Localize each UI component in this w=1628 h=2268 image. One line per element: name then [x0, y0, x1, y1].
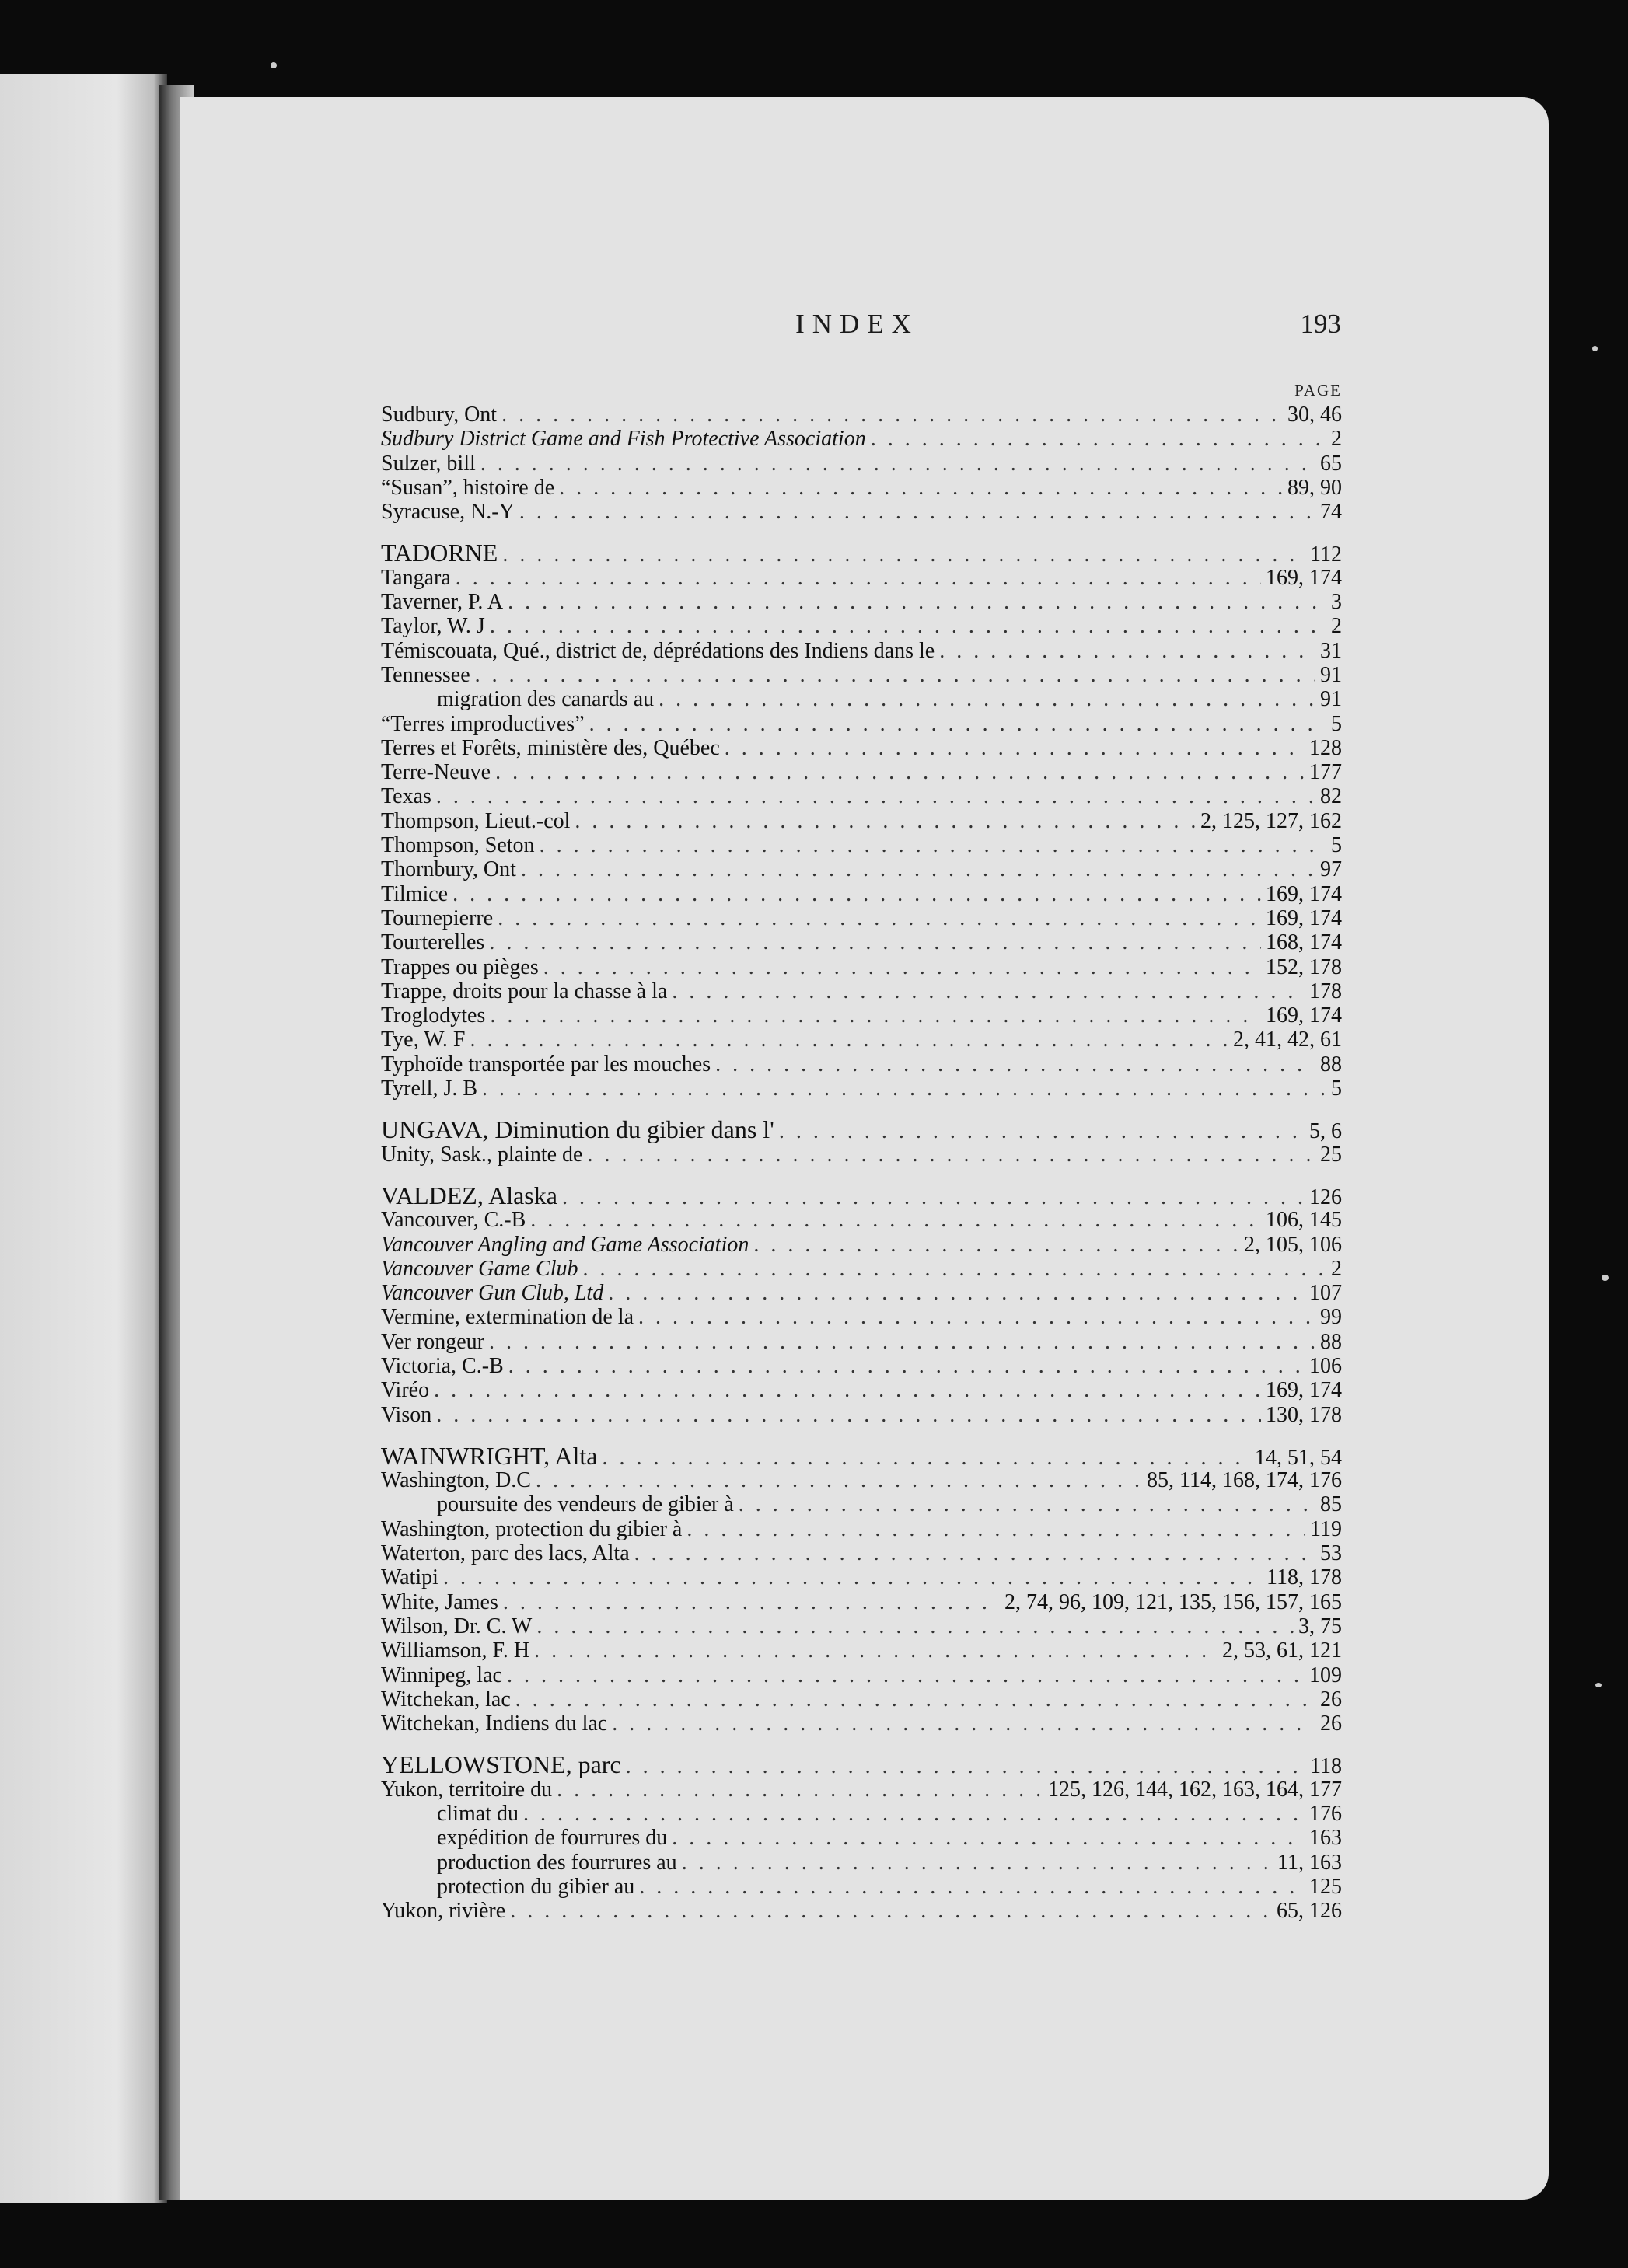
entry-pages: 2, 125, 127, 162 — [1200, 808, 1342, 833]
dot-leader — [434, 1378, 1261, 1402]
index-entry — [381, 1750, 1342, 1779]
index-entry — [381, 476, 1342, 500]
entry-name: Witchekan, Indiens du lac — [381, 1711, 608, 1736]
dot-leader — [779, 1119, 1305, 1143]
entry-name: migration des canards au — [437, 687, 655, 712]
entry-pages: 88 — [1320, 1052, 1342, 1076]
entry-name: Tilmice — [381, 881, 449, 906]
entry-pages: 5 — [1331, 1076, 1342, 1101]
entry-name: Sudbury, Ont — [381, 403, 498, 427]
index-list — [381, 403, 1342, 1924]
index-entry — [381, 639, 1342, 663]
entry-pages: 2 — [1331, 427, 1342, 452]
entry-name: TADORNE — [381, 539, 498, 567]
entry-pages: 168, 174 — [1266, 930, 1342, 955]
dot-leader — [589, 712, 1326, 736]
entry-pages: 2, 41, 42, 61 — [1233, 1028, 1342, 1052]
entry-pages: 53 — [1320, 1541, 1342, 1566]
index-entry — [381, 1052, 1342, 1076]
entry-pages: 26 — [1320, 1687, 1342, 1711]
dot-leader — [557, 1778, 1043, 1802]
index-entry — [381, 1181, 1342, 1209]
entry-pages: 177 — [1309, 760, 1342, 785]
entry-pages: 11, 163 — [1277, 1850, 1342, 1875]
section-gap — [381, 524, 1342, 541]
entry-pages: 91 — [1320, 687, 1342, 712]
entry-pages: 169, 174 — [1266, 1378, 1342, 1403]
dot-leader — [534, 1638, 1218, 1663]
entry-pages: 106 — [1309, 1353, 1342, 1378]
entry-name: Wilson, Dr. C. W — [381, 1614, 533, 1638]
entry-name: Witchekan, lac — [381, 1687, 511, 1711]
index-entry — [381, 1354, 1342, 1378]
entry-name: Sudbury District Game and Fish Protective Association — [381, 427, 866, 452]
dot-leader — [540, 833, 1326, 857]
dot-leader — [536, 1468, 1142, 1492]
dot-leader — [503, 1590, 1000, 1614]
page-number: 193 — [1300, 309, 1341, 339]
entry-name: Troglodytes — [381, 1003, 486, 1028]
index-entry — [381, 1143, 1342, 1167]
index-entry — [381, 541, 1342, 565]
entry-pages: 2, 53, 61, 121 — [1222, 1638, 1342, 1663]
header-title: INDEX — [795, 309, 919, 339]
index-entry — [381, 1115, 1342, 1144]
entry-name: Thompson, Seton — [381, 833, 535, 858]
entry-pages: 169, 174 — [1266, 881, 1342, 906]
index-entry — [381, 1441, 1342, 1470]
scan-speck — [1602, 1275, 1609, 1281]
entry-name: Victoria, C.-B — [381, 1353, 504, 1378]
entry-pages: 118 — [1310, 1754, 1342, 1779]
index-entry — [381, 1330, 1342, 1354]
index-entry — [381, 566, 1342, 590]
dot-leader — [508, 590, 1326, 614]
dot-leader — [608, 1281, 1305, 1305]
entry-pages: 2, 105, 106 — [1244, 1232, 1342, 1257]
index-entry — [381, 403, 1342, 427]
entry-name: Vancouver Angling and Game Association — [381, 1232, 749, 1257]
entry-pages: 106, 145 — [1266, 1208, 1342, 1233]
index-entry — [381, 1778, 1342, 1802]
dot-leader — [523, 1802, 1305, 1826]
entry-name: Syracuse, N.-Y — [381, 500, 515, 525]
entry-name: climat du — [437, 1802, 519, 1827]
index-subentry — [381, 1492, 1342, 1516]
entry-pages: 125, 126, 144, 162, 163, 164, 177 — [1048, 1777, 1342, 1802]
dot-leader — [871, 427, 1326, 451]
entry-name: Vancouver Game Club — [381, 1256, 578, 1281]
dot-leader — [639, 1875, 1305, 1899]
entry-name: Yukon, rivière — [381, 1899, 506, 1924]
index-entry — [381, 1638, 1342, 1663]
entry-name: Unity, Sask., plainte de — [381, 1142, 583, 1167]
entry-pages: 74 — [1320, 500, 1342, 525]
dot-leader — [456, 566, 1261, 590]
entry-name: protection du gibier au — [437, 1874, 635, 1899]
running-header — [373, 309, 1341, 347]
index-entry — [381, 1378, 1342, 1402]
dot-leader — [559, 476, 1283, 500]
entry-pages: 2, 74, 96, 109, 121, 135, 156, 157, 165 — [1004, 1589, 1342, 1614]
dot-leader — [939, 639, 1315, 663]
entry-pages: 5 — [1331, 833, 1342, 858]
entry-name: Vermine, extermination de la — [381, 1305, 634, 1330]
index-entry — [381, 882, 1342, 906]
entry-name: Tourterelles — [381, 930, 485, 955]
dot-leader — [475, 663, 1315, 687]
entry-name: Washington, protection du gibier à — [381, 1516, 683, 1541]
index-entry — [381, 1257, 1342, 1281]
dot-leader — [470, 1028, 1229, 1052]
index-entry — [381, 1614, 1342, 1638]
entry-pages: 82 — [1320, 784, 1342, 809]
entry-pages: 2 — [1331, 1256, 1342, 1281]
entry-name: VALDEZ, Alaska — [381, 1181, 557, 1209]
dot-leader — [495, 760, 1305, 784]
entry-pages: 30, 46 — [1287, 403, 1342, 427]
index-entry — [381, 1305, 1342, 1329]
entry-name: Winnipeg, lac — [381, 1663, 502, 1687]
dot-leader — [583, 1257, 1326, 1281]
entry-name: Waterton, parc des lacs, Alta — [381, 1541, 630, 1566]
index-subentry — [381, 1802, 1342, 1826]
dot-leader — [443, 1565, 1262, 1589]
entry-name: Vancouver, C.-B — [381, 1208, 526, 1233]
index-entry — [381, 663, 1342, 687]
dot-leader — [436, 1403, 1261, 1427]
dot-leader — [612, 1711, 1315, 1736]
entry-name: Taverner, P. A — [381, 590, 504, 615]
index-entry — [381, 809, 1342, 833]
dot-leader — [634, 1541, 1315, 1565]
dot-leader — [489, 930, 1261, 954]
dot-leader — [502, 543, 1305, 567]
entry-pages: 130, 178 — [1266, 1402, 1342, 1427]
scan-speck — [1595, 1683, 1602, 1687]
index-entry — [381, 712, 1342, 736]
dot-leader — [682, 1851, 1273, 1875]
index-entry — [381, 955, 1342, 979]
scan-speck — [1592, 346, 1598, 351]
dot-leader — [686, 1517, 1305, 1541]
dot-leader — [626, 1754, 1305, 1778]
dot-leader — [510, 1899, 1272, 1923]
dot-leader — [452, 882, 1261, 906]
index-entry — [381, 1590, 1342, 1614]
dot-leader — [490, 1003, 1261, 1028]
entry-name: WAINWRIGHT, Alta — [381, 1441, 598, 1470]
entry-name: White, James — [381, 1589, 498, 1614]
dot-leader — [508, 1354, 1305, 1378]
entry-pages: 88 — [1320, 1329, 1342, 1354]
entry-pages: 126 — [1309, 1185, 1342, 1209]
entry-pages: 169, 174 — [1266, 565, 1342, 590]
entry-pages: 178 — [1309, 979, 1342, 1003]
index-entry — [381, 906, 1342, 930]
entry-name: Trappe, droits pour la chasse à la — [381, 979, 668, 1003]
index-subentry — [381, 1875, 1342, 1899]
entry-pages: 85, 114, 168, 174, 176 — [1147, 1468, 1342, 1493]
entry-name: UNGAVA, Diminution du gibier dans l' — [381, 1115, 774, 1144]
entry-name: Yukon, territoire du — [381, 1777, 553, 1802]
dot-leader — [543, 955, 1261, 979]
dot-leader — [521, 857, 1315, 881]
dot-leader — [672, 1826, 1305, 1850]
index-entry — [381, 1281, 1342, 1305]
entry-pages: 99 — [1320, 1305, 1342, 1330]
dot-leader — [482, 1076, 1326, 1101]
dot-leader — [536, 1614, 1294, 1638]
index-entry — [381, 1899, 1342, 1923]
dot-leader — [715, 1052, 1315, 1076]
dot-leader — [575, 809, 1196, 833]
index-entry — [381, 1711, 1342, 1736]
page-column-label: PAGE — [1294, 381, 1342, 400]
entry-name: Sulzer, bill — [381, 451, 476, 476]
dot-leader — [515, 1687, 1315, 1711]
entry-pages: 112 — [1310, 543, 1342, 567]
entry-pages: 31 — [1320, 638, 1342, 663]
entry-pages: 25 — [1320, 1142, 1342, 1167]
entry-name: Typhoïde transportée par les mouches — [381, 1052, 711, 1076]
entry-pages: 169, 174 — [1266, 905, 1342, 930]
entry-name: expédition de fourrures du — [437, 1826, 668, 1851]
entry-name: Trappes ou pièges — [381, 954, 539, 979]
dot-leader — [490, 614, 1326, 638]
dot-leader — [436, 784, 1315, 808]
entry-name: Vancouver Gun Club, Ltd — [381, 1281, 604, 1306]
entry-name: YELLOWSTONE, parc — [381, 1750, 621, 1779]
dot-leader — [672, 979, 1305, 1003]
index-entry — [381, 1233, 1342, 1257]
entry-pages: 118, 178 — [1266, 1565, 1342, 1590]
entry-pages: 176 — [1309, 1802, 1342, 1827]
scan-speck — [271, 62, 277, 68]
entry-name: Thompson, Lieut.-col — [381, 808, 571, 833]
entry-pages: 169, 174 — [1266, 1003, 1342, 1028]
entry-pages: 119 — [1310, 1516, 1342, 1541]
entry-name: Tournepierre — [381, 905, 494, 930]
entry-pages: 125 — [1309, 1874, 1342, 1899]
dot-leader — [519, 500, 1315, 524]
entry-pages: 65 — [1320, 451, 1342, 476]
index-subentry — [381, 1826, 1342, 1850]
index-entry — [381, 590, 1342, 614]
index-entry — [381, 1003, 1342, 1028]
entry-name: “Terres improductives” — [381, 711, 585, 736]
index-entry — [381, 427, 1342, 451]
entry-name: production des fourrures au — [437, 1850, 677, 1875]
entry-name: “Susan”, histoire de — [381, 475, 555, 500]
index-entry — [381, 1076, 1342, 1101]
entry-pages: 3, 75 — [1298, 1614, 1342, 1638]
dot-leader — [562, 1185, 1305, 1209]
index-entry — [381, 1663, 1342, 1687]
entry-name: Vison — [381, 1402, 432, 1427]
entry-pages: 65, 126 — [1277, 1899, 1342, 1924]
entry-name: Témiscouata, Qué., district de, déprédations des Indiens dans le — [381, 638, 935, 663]
entry-name: Ver rongeur — [381, 1329, 484, 1354]
entry-name: Williamson, F. H — [381, 1638, 530, 1663]
index-subentry — [381, 1851, 1342, 1875]
dot-leader — [602, 1446, 1250, 1470]
entry-name: Tennessee — [381, 662, 470, 687]
entry-name: Washington, D.C — [381, 1468, 531, 1493]
index-entry — [381, 1517, 1342, 1541]
dot-leader — [725, 736, 1305, 760]
dot-leader — [753, 1233, 1239, 1257]
entry-pages: 14, 51, 54 — [1255, 1445, 1342, 1470]
entry-pages: 5, 6 — [1309, 1119, 1342, 1144]
entry-pages: 107 — [1309, 1281, 1342, 1306]
entry-pages: 85 — [1320, 1492, 1342, 1517]
dot-leader — [587, 1143, 1315, 1167]
index-entry — [381, 833, 1342, 857]
dot-leader — [480, 452, 1315, 476]
dot-leader — [659, 687, 1315, 711]
entry-pages: 26 — [1320, 1711, 1342, 1736]
dot-leader — [498, 906, 1261, 930]
entry-pages: 128 — [1309, 735, 1342, 760]
entry-name: Tangara — [381, 565, 451, 590]
entry-name: Taylor, W. J — [381, 614, 485, 639]
index-entry — [381, 500, 1342, 524]
entry-pages: 89, 90 — [1287, 475, 1342, 500]
index-entry — [381, 979, 1342, 1003]
index-entry — [381, 736, 1342, 760]
index-entry — [381, 930, 1342, 954]
entry-pages: 91 — [1320, 662, 1342, 687]
index-entry — [381, 857, 1342, 881]
dot-leader — [638, 1305, 1315, 1329]
entry-pages: 3 — [1331, 590, 1342, 615]
index-entry — [381, 1028, 1342, 1052]
entry-name: Terres et Forêts, ministère des, Québec — [381, 735, 720, 760]
index-entry — [381, 784, 1342, 808]
index-entry — [381, 1565, 1342, 1589]
entry-pages: 2 — [1331, 614, 1342, 639]
entry-pages: 152, 178 — [1266, 954, 1342, 979]
dot-leader — [530, 1208, 1261, 1232]
index-subentry — [381, 687, 1342, 711]
entry-name: Tyrell, J. B — [381, 1076, 478, 1101]
index-entry — [381, 452, 1342, 476]
entry-name: Thornbury, Ont — [381, 857, 516, 882]
facing-page-edge — [0, 74, 167, 2203]
index-entry — [381, 760, 1342, 784]
entry-pages: 5 — [1331, 711, 1342, 736]
dot-leader — [501, 403, 1283, 427]
entry-name: Tye, W. F — [381, 1028, 466, 1052]
index-entry — [381, 1468, 1342, 1492]
entry-name: poursuite des vendeurs de gibier à — [437, 1492, 734, 1517]
index-entry — [381, 1541, 1342, 1565]
entry-name: Terre-Neuve — [381, 760, 491, 785]
entry-pages: 109 — [1309, 1663, 1342, 1687]
dot-leader — [739, 1492, 1315, 1516]
entry-pages: 97 — [1320, 857, 1342, 882]
index-entry — [381, 1403, 1342, 1427]
dot-leader — [489, 1330, 1315, 1354]
entry-name: Watipi — [381, 1565, 438, 1590]
entry-name: Texas — [381, 784, 431, 809]
entry-pages: 163 — [1309, 1826, 1342, 1851]
index-entry — [381, 614, 1342, 638]
dot-leader — [507, 1663, 1305, 1687]
index-entry — [381, 1687, 1342, 1711]
entry-name: Viréo — [381, 1378, 430, 1403]
index-entry — [381, 1208, 1342, 1232]
